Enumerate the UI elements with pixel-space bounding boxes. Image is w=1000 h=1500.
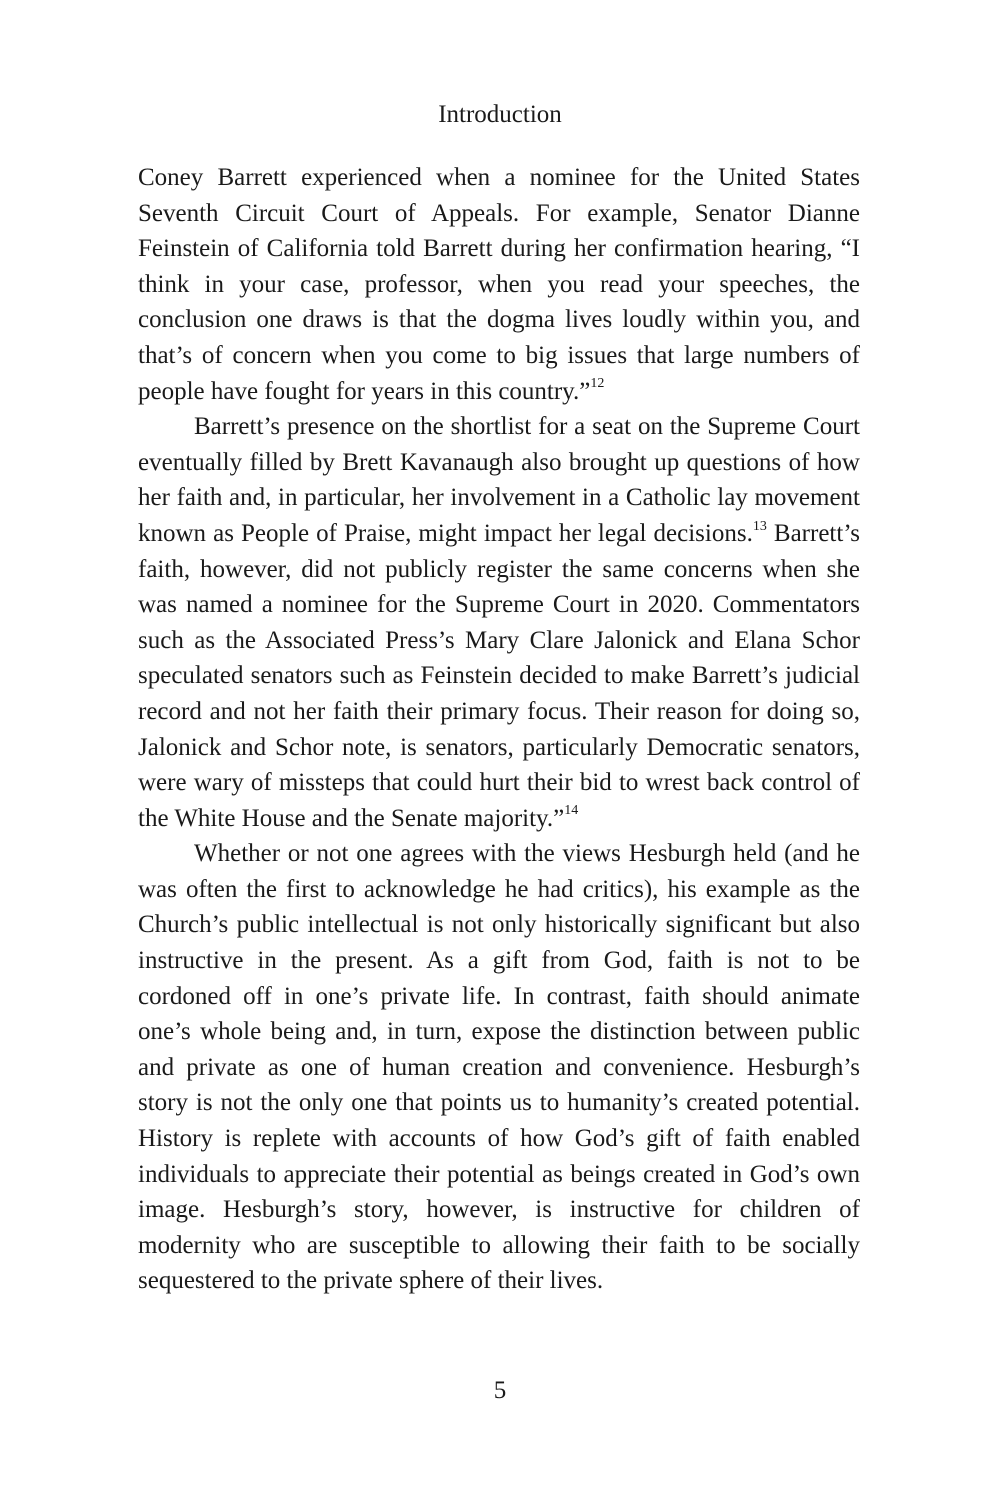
paragraph-text: Whether or not one agrees with the views Hesburgh held (and he was often the first to acknowledge he had critics), his example as the Church’s public intellectual is not only historically significant but also instructive in the present. As a gift from God, faith is not to be cordoned off in one’s private life. In contrast, faith should animate one’s whole being and, in turn, expose the distinction between public and private as one of human creation and convenience. Hesburgh’s story is not the only one that points us to humanity’s created potential. History is replete with accounts of how God’s gift of faith enabled individuals to appreciate their potential as beings created in God’s own image. Hesburgh’s story, however, is instructive for children of modernity who are susceptible to allowing their faith to be socially sequestered to the private sphere of their lives. bbox=[138, 840, 860, 1295]
footnote-ref-12[interactable]: 12 bbox=[590, 376, 605, 392]
running-head: Introduction bbox=[438, 101, 562, 128]
page-number: 5 bbox=[493, 1377, 507, 1404]
paragraph-3 bbox=[138, 836, 860, 1299]
paragraph-1 bbox=[138, 160, 860, 409]
paragraph-2 bbox=[138, 409, 860, 836]
footnote-ref-14[interactable]: 14 bbox=[564, 803, 579, 819]
paragraph-text: Coney Barrett experienced when a nominee for the United States Seventh Circuit Court of Appeals. For example, Senator Dianne Feinstein of California told Barrett during her confirmation hearing, “I think in your case, professor, when you read your speeches, the conclusion one draws is that the dogma lives loudly within you, and that’s of concern when you come to big issues that large numbers of people have fought for years in this country.” bbox=[138, 164, 860, 405]
paragraph-text: Barrett’s faith, however, did not publicly register the same concerns when she was named a nominee for the Supreme Court in 2020. Commentators such as the Associated Press’s Mary Clare Jalonick and Elana Schor speculated senators such as Feinstein decided to make Barrett’s judicial record and not her faith their primary focus. Their reason for doing so, Jalonick and Schor note, is senators, particularly Democratic senators, were wary of missteps that could hurt their bid to wrest back control of the White House and the Senate majority.” bbox=[138, 519, 860, 832]
footnote-ref-13[interactable]: 13 bbox=[752, 518, 767, 534]
paragraph-text: Barrett’s presence on the shortlist for a seat on the Supreme Court eventually filled by Brett Kavanaugh also brought up questions of how her faith and, in particular, her involvement in a Catholic lay movement known as People of Praise, might impact her legal decisions. bbox=[138, 413, 860, 547]
body-text bbox=[138, 160, 860, 1299]
